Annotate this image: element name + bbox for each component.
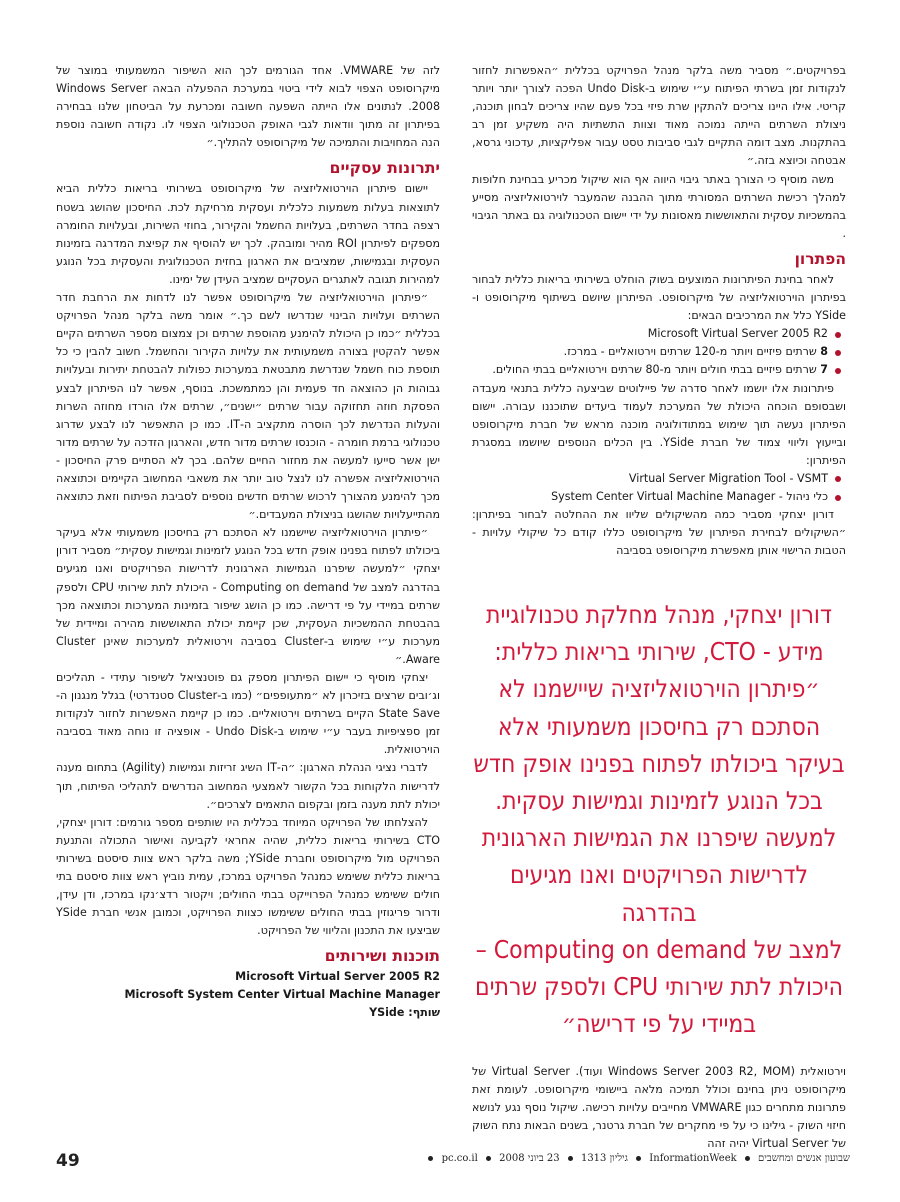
pull-quote-line: למעשה שיפרנו את הגמישות הארגונית [481, 823, 837, 853]
paragraph: פיתרונות אלו יושמו לאחר סדרה של פיילוטים שביצעה כללית בתנאי מעבדה ושבסופם הוכחה היכולת של המערכת לעמוד ביעדים שתוכננו עבורה. יישום הפיתרון נעשה תוך שימוש במתודולוגיה מוכנה מראש של חברת מיקרוסופט ובייעוץ וליווי צמוד של חברת YSide. בין הכלים הנוספים שיושמו במסגרת הפיתרון: [472, 381, 846, 467]
section-heading-business-benefits: יתרונות עסקיים [329, 159, 440, 178]
pull-quote-line: למצב של Computing on demand – [475, 934, 843, 964]
footer-info [423, 1153, 850, 1164]
paragraph: לדברי נציגי הנהלת הארגון: ״ה-IT השיג זריזות וגמישות (Agility) בתחום מענה לדרישות הלקוחות בכל הקשור לאמצעי המחשוב הנדרשים לתהליכי הפיתוח, תוך יכולת לתת מענה בזמן ובקפום התאמים לצרכים״. [56, 761, 440, 811]
paragraph: וירטואלית (Windows Server 2003 R2, MOM ועוד). Virtual Server של מיקרוסופט ניתן בחינם וכולל תמיכה מלאה ביישומי מיקרוסופט. לעומת זאת פתרונות מתחרים כגון VMWARE מחייבים עלויות רכישה. שיקול נוסף נגע לנושא חיזוי השוק - גילינו כי על פי מחקרים של חברת גרטנר, בשנים הבאות נתח השוק של Virtual Server יהיה זהה [472, 1065, 846, 1151]
pull-quote-line: בכל הנוגע לזמינות וגמישות עסקית. [495, 786, 823, 816]
pull-quote-line: מידע - CTO, שירותי בריאות כללית: [494, 637, 824, 667]
right-column-continued [472, 1063, 846, 1153]
components-list [472, 325, 846, 379]
section-heading-products: תוכנות ושירותים [324, 947, 440, 966]
pull-quote-line: ״פיתרון הוירטואליזציה שיישמנו לא [498, 674, 820, 704]
footer-site: pc.co.il [441, 1153, 478, 1164]
partner-line [56, 1004, 440, 1022]
pull-quote-line: הסתכם רק בחיסכון משמעותי אלא [497, 711, 821, 741]
footer-issue: גיליון 1313 [580, 1153, 628, 1164]
partner-value: YSide [369, 1006, 405, 1020]
footer-date: 23 ביוני 2008 [499, 1153, 560, 1164]
pull-quote [472, 596, 846, 1042]
bullet-icon [486, 1156, 491, 1161]
page-number: 49 [56, 1151, 80, 1171]
right-column [472, 62, 846, 560]
partner-label: שותף: [408, 1006, 440, 1020]
product-item: Microsoft Virtual Server 2005 R2 [235, 970, 440, 984]
list-item: 7 שרתים פיזיים בבתי חולים ויותר מ-80 שרתים וירטואליים בבתי החולים. [472, 361, 828, 379]
paragraph: לאחר בחינת הפיתרונות המוצעים בשוק הוחלט בשירותי בריאות כללית לבחור בפיתרון הוירטואליזציה של מיקרוסופט. הפיתרון שיושם בשיתוף מיקרוסופט ו-YSide כלל את המרכיבים הבאים: [472, 272, 846, 323]
paragraph: ״פיתרון הוירטואליזציה שיישמנו לא הסתכם רק בחיסכון משמעותי אלא בעיקר ביכולתו לפתוח בפנינו אופק חדש בכל הנוגע לזמינות וגמישות עסקית״ מסביר דורון יצחקי ״למעשה שיפרנו הגמישות הארגונית לדרישות הפרויקטים ואנו מגיעים בהדרגה למצב של Computing on demand - היכולת לתת שירותי CPU ולספק שרתים במיידי על פי דרישה. כמו כן הושג שיפור בזמינות המערכות וכתוצאה מכך בהבטחת ההמשכיות העסקית, שכן קיימת יכולת התאוששות מהירה ומיידית של מערכות ע״י שימוש ב-Cluster בסביבה וירטואלית למערכות שאינן Cluster Aware.״ [56, 526, 440, 666]
list-item: כלי ניהול - System Center Virtual Machine Manager [472, 488, 828, 506]
pull-quote-line: בעיקר ביכולתו לפתוח בפנינו אופק חדש [473, 748, 845, 778]
page-footer [56, 1150, 850, 1174]
bullet-icon [428, 1156, 433, 1161]
bullet-icon [636, 1156, 641, 1161]
tools-list [472, 470, 846, 506]
paragraph: יישום פיתרון הוירטואליזציה של מיקרוסופט בשירותי בריאות כללית הביא לתוצאות בעלות משמעות כלכלית ועסקית מרחיקת לכת. החיסכון שהושג בשטח רצפה בחדר השרתים, בעלויות החשמל והקירור, בחוזי השירות, ובעלויות החומרה מספקים לפיתרון ROI מהיר ומובהק. לכך יש להוסיף את קפיצת המדרגה בזמינות העסקית ובגמישות, שמציבים את הארגון בחזית הטכנולוגית והעסקית בכל הנוגע למהירות תגובה לאתגרים העסקיים שמציב העידן של ימינו. [56, 182, 440, 286]
paragraph: להצלחתו של הפרויקט המיוחד בכללית היו שותפים מספר גורמים: דורון יצחקי, CTO בשירותי בריאות כללית, שהיה אחראי לקביעה ואישור התכולה והתנעת הפרויקט מול מיקרוסופט וחברת YSide; משה בלקר ראש צוות סיסטם בשירותי בריאות כללית ששימש כמנהל הפרויקט במרכז, עמית נוביץ ראש צוות סיסטם בתי חולים ששימש כמנהל הפרוייקט בבתי החולים; ויקטור רדצ׳נקו במרכז, ודן עידן, ודרור פריגוזין בבתי החולים ששימשו כצוות הפרויקט, וכמובן אנשי חברת YSide שביצעו את התכנון והליווי של הפרויקט. [56, 815, 441, 938]
paragraph: לזה של VMWARE. אחד הגורמים לכך הוא השיפור המשמעותי במוצר של מיקרוסופט הצפוי לבוא לידי ביטוי במערכת ההפעלה הבאה Windows Server 2008. לנתונים אלו הייתה השפעה חשובה ומכרעת על הביטחון שלנו בבחירה בפיתרון זה מתוך וודאות לגבי האופק הטכנולוגי הצפוי לו. נקודה חשובה נוספת הנה המחויבות והתמיכה של מיקרוסופט להתליך.״ [56, 64, 440, 150]
section-heading-solution: הפתרון [794, 249, 846, 268]
footer-publication: InformationWeek [649, 1153, 737, 1164]
list-item: 8 שרתים פיזיים ויותר מ-120 שרתים וירטואליים - במרכז. [472, 343, 828, 361]
products-list [56, 968, 440, 1022]
paragraph: משה מוסיף כי הצורך באתר גיבוי היווה אף הוא שיקול מכריע בבחינת חלופות למהלך רכישת השרתים המסורתי מתוך ההבנה שהמעבר לוירטואליזציה מסייע בהמשכיות עסקית והתאוששות מאסונות על ידי יישום הטכנולוגיה גם באתר הגיבוי . [472, 172, 846, 240]
bullet-icon [568, 1156, 573, 1161]
list-item: Virtual Server Migration Tool - VSMT [472, 470, 828, 488]
pull-quote-line: היכולת לתת שירותי CPU ולספק שרתים [474, 972, 844, 1002]
paragraph: דורון יצחקי מסביר כמה מהשיקולים שליוו את ההחלטה לבחור בפיתרון: ״השיקולים לבחירת הפיתרון של מיקרוסופט כללו קודם כל שיקולי עלויות - הטבות הרישוי אותן מאפשרת מיקרוסופט בסביבה [472, 508, 846, 558]
footer-magazine: שבועון אנשים ומחשבים [758, 1153, 850, 1164]
bullet-icon [745, 1156, 750, 1161]
pull-quote-line: דורון יצחקי, מנהל מחלקת טכנולוגיית [486, 600, 832, 629]
paragraph: יצחקי מוסיף כי יישום הפיתרון מספק גם פוטנציאל לשיפור עתידי - תהליכים וג׳ובים שרצים בזיכרון לא ״מתעופפים״ (כמו ב-Cluster סטנדרטי) בגלל מנגנון ה-State Save הקיים בשרתים וירטואליים. כמו כן קיימת האפשרות לחזור לנקודות זמן ספציפיות בעבר ע״י שימוש ב-Undo Disk - אופציה זו נוחה מאוד בסביבה הוירטואלית. [56, 671, 441, 757]
pull-quote-line: לדרישות הפרויקטים ואנו מגיעים בהדרגה [510, 860, 808, 927]
left-column [56, 62, 440, 1022]
product-item: Microsoft System Center Virtual Machine Manager [124, 988, 440, 1002]
list-item: Microsoft Virtual Server 2005 R2 [472, 325, 828, 343]
paragraph: ״פיתרון הוירטואליזציה של מיקרוסופט אפשר לנו לדחות את הרחבת חדר השרתים ועלויות הבינוי שנדרשו לשם כך.״ אומר משה בלקר מנהל הפרויקט בכללית ״כמו כן היכולת להימנע מהוספת שרתים וכן צמצום מספר השרתים הקיים אפשר להקטין בצורה משמעותית את עלויות הקירור והחשמל. חשוב להבין כי כל תוספת כוח חשמל שנדרשת מתבטאת במערכות כפולות להבטחת יתירות ובעלויות גבוהות הן כהוצאה חד פעמית והן כמתמשכת. בנוסף, אפשר לנו הפיתרון לבצע הפסקת חוזה תחזוקה עבור שרתים ״ישנים״, שרתים אלו הורדו מחוזה השרות והעלות הנדרשת לכך הוסרה מתקציב ה-IT. כמו כן התאפשר לנו לבצע שדרוג טכנולוגי ברמת חומרה - הוכנסו שרתים מדור חדש, והארגון הזדכה על שרתים מדור ישן אשר סייעו למעשה את מחזור החיים שלהם. בכך לא הסתיים פרק החיסכון - הוירטואליזציה אפשרה לנו לנצל טוב יותר את משאבי המחשוב הקיימים וכתוצאה מכך להימנע מהצורך לרכוש שרתים חדשים נוספים לסביבת הפיתוח וזאת כתוצאה מהתייעלויות שהושגו בניצולת המעבדים.״ [56, 291, 440, 522]
paragraph: בפרויקטים.״ מסביר משה בלקר מנהל הפרויקט בכללית ״האפשרות לחזור לנקודות זמן בשרתי הפיתוח ע״י שימוש ב-Undo Disk הפכה לצורך יותר ויותר קריטי. אילו היינו צריכים להתקין שרת פיזי בכל פעם שהיו צריכים לבחון תוכנה, ניצולת השרתים הייתה נמוכה מאוד וצוות התשתיות היה משקיע זמן רב בהתקנות. מצב דומה התקיים לגבי סביבות טסט עבור אפליקציות, עדכוני גרסא, אבטחה וכיוצא בזה.״ [472, 64, 846, 168]
pull-quote-line: במיידי על פי דרישה״ [561, 1009, 757, 1039]
